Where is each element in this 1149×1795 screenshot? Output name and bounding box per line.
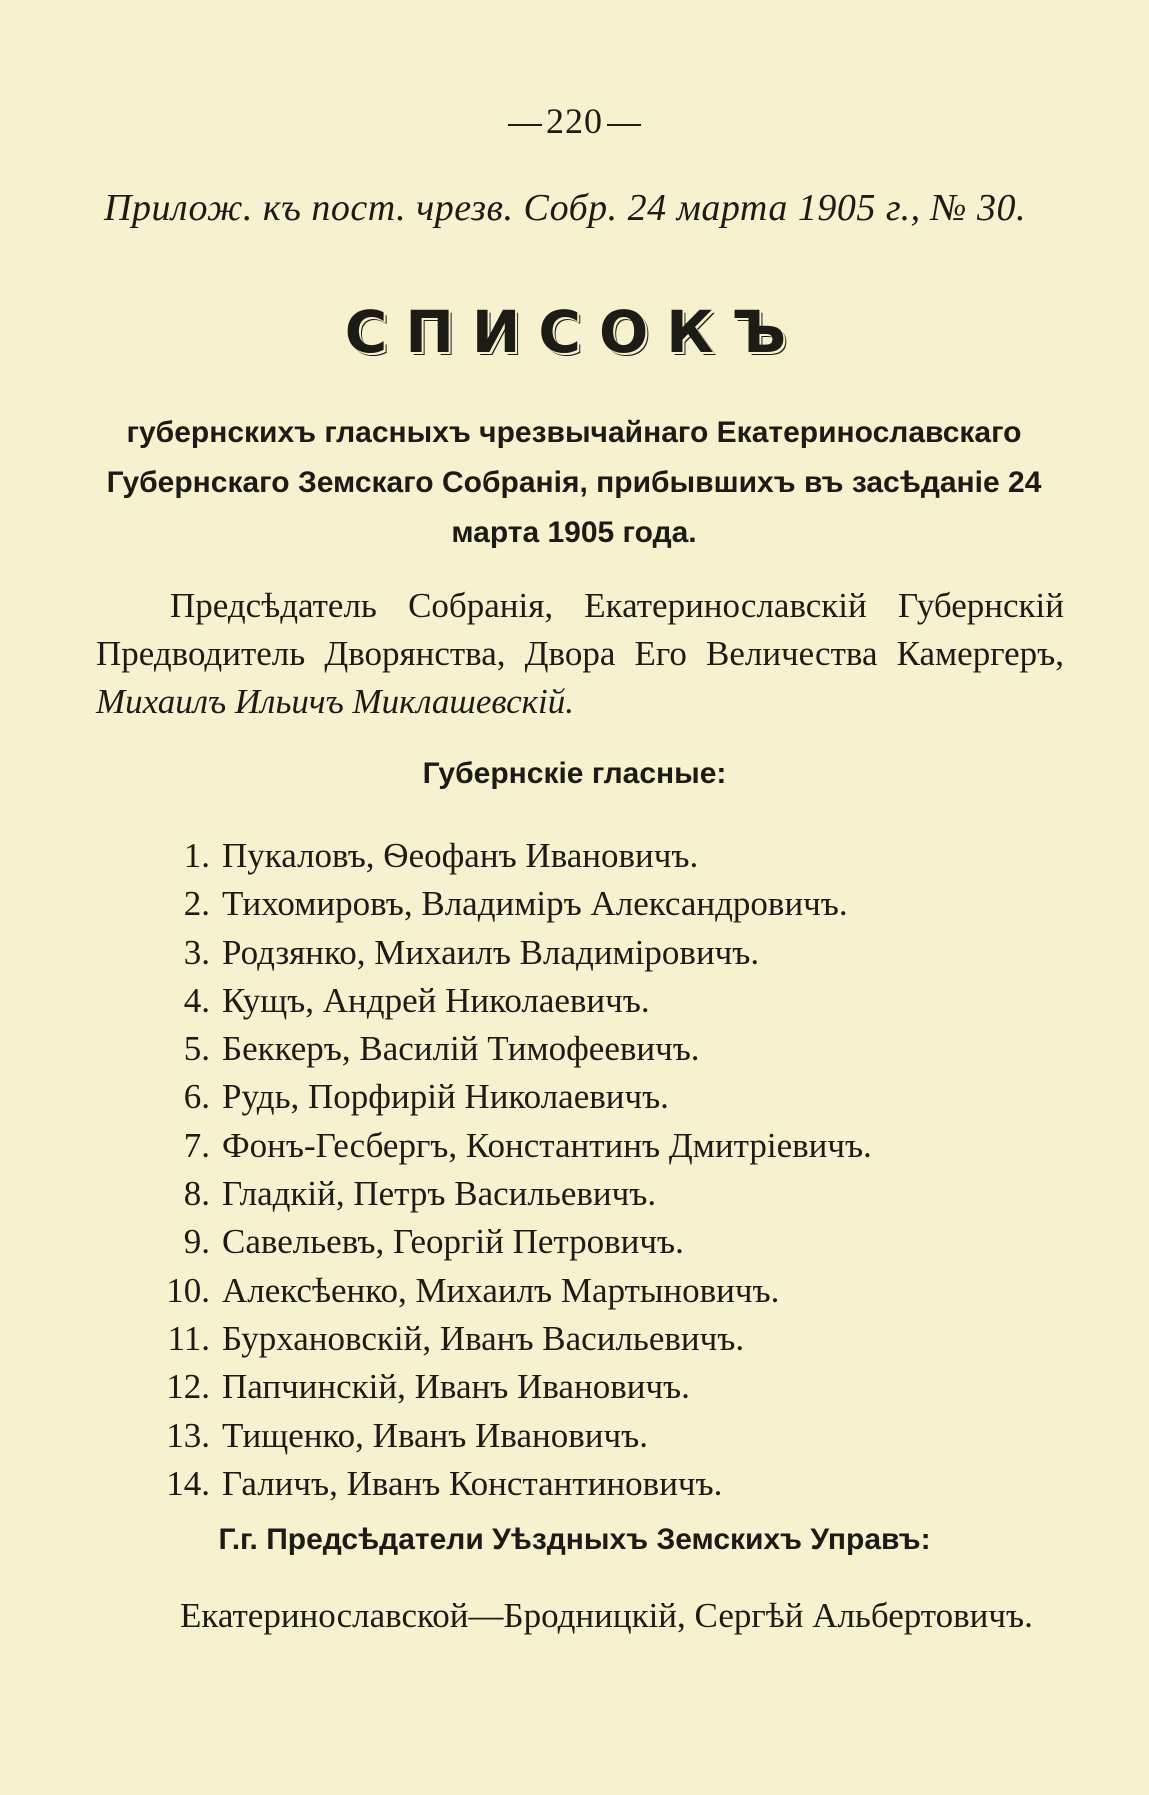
- dash-decoration: [508, 124, 542, 126]
- item-name: Галичъ, Иванъ Константиновичъ.: [222, 1463, 723, 1503]
- item-name: Кущъ, Андрей Николаевичъ.: [222, 980, 650, 1020]
- list-item: [120, 929, 1060, 977]
- item-name: Тихомировъ, Владиміръ Александровичъ.: [222, 884, 848, 924]
- item-number: 13.: [166, 1415, 210, 1455]
- list-item: [120, 1025, 1060, 1073]
- item-number: 11.: [167, 1318, 210, 1358]
- item-number: 4.: [183, 980, 210, 1020]
- item-number: 6.: [183, 1077, 210, 1117]
- item-name: Гладкій, Петръ Васильевичъ.: [222, 1174, 657, 1214]
- members-list: [120, 832, 1060, 1508]
- list-item: [120, 1363, 1060, 1411]
- item-number: 14.: [166, 1463, 210, 1503]
- list-item: [120, 1218, 1060, 1266]
- item-name: Савельевъ, Георгій Петровичъ.: [222, 1222, 684, 1262]
- chairman-paragraph: [96, 582, 1064, 726]
- list-item: [120, 1412, 1060, 1460]
- list-item: [120, 832, 1060, 880]
- item-number: 10.: [166, 1270, 210, 1310]
- list-item: [120, 1267, 1060, 1315]
- list-item: [120, 1073, 1060, 1121]
- item-name: Рудь, Порфирій Николаевичъ.: [222, 1077, 669, 1117]
- members-heading: Губернскіе гласные:: [422, 757, 727, 790]
- item-name: Папчинскій, Иванъ Ивановичъ.: [222, 1367, 690, 1407]
- item-name: Родзянко, Михаилъ Владиміровичъ.: [222, 932, 760, 972]
- item-number: 9.: [183, 1222, 210, 1262]
- document-title: СПИСОКЪ: [344, 298, 805, 366]
- uezd-text: Екатеринославской—Бродницкій, Сергѣй Альбертовичъ.: [180, 1596, 1033, 1635]
- item-name: Фонъ-Гесбергъ, Константинъ Дмитріевичъ.: [222, 1125, 872, 1165]
- list-item: [120, 1315, 1060, 1363]
- item-number: 5.: [183, 1029, 210, 1069]
- document-subtitle: губернскихъ гласныхъ чрезвычайнаго Екатеринославскаго Губернскаго Земскаго Собранія, прибывшихъ въ засѣданіе 24 марта 1905 года.: [106, 416, 1042, 549]
- item-number: 12.: [166, 1367, 210, 1407]
- item-name: Тищенко, Иванъ Ивановичъ.: [222, 1415, 648, 1455]
- item-name: Алексѣенко, Михаилъ Мартыновичъ.: [222, 1270, 780, 1310]
- item-name: Бурхановскій, Иванъ Васильевичъ.: [222, 1318, 745, 1358]
- item-number: 7.: [183, 1125, 210, 1165]
- item-number: 3.: [183, 932, 210, 972]
- item-number: 1.: [183, 836, 210, 875]
- list-item: [120, 880, 1060, 928]
- page-number: [0, 100, 1149, 142]
- chairman-name: Михаилъ Ильичъ Миклашевскій.: [96, 682, 574, 721]
- item-number: 8.: [183, 1174, 210, 1214]
- dash-decoration: [607, 124, 641, 126]
- list-item: [120, 1460, 1060, 1508]
- item-name: Пукаловъ, Ѳеофанъ Ивановичъ.: [222, 836, 699, 875]
- list-item: [120, 977, 1060, 1025]
- page-number-text: 220: [546, 101, 603, 141]
- list-item: [120, 1122, 1060, 1170]
- item-name: Беккеръ, Василій Тимофеевичъ.: [222, 1029, 700, 1069]
- uezd-heading: Г.г. Предсѣдатели Уѣздныхъ Земскихъ Управъ:: [218, 1523, 931, 1556]
- chairman-text: Предсѣдатель Собранія, Екатеринославскій Губернскій Предводитель Дворянства, Двора Его Величества Камергеръ,: [96, 586, 1064, 673]
- list-item: [120, 1170, 1060, 1218]
- item-number: 2.: [183, 884, 210, 924]
- uezd-paragraph: [96, 1590, 1064, 1642]
- supplement-line: Прилож. къ пост. чрезв. Собр. 24 марта 1905 г., № 30.: [104, 187, 1026, 229]
